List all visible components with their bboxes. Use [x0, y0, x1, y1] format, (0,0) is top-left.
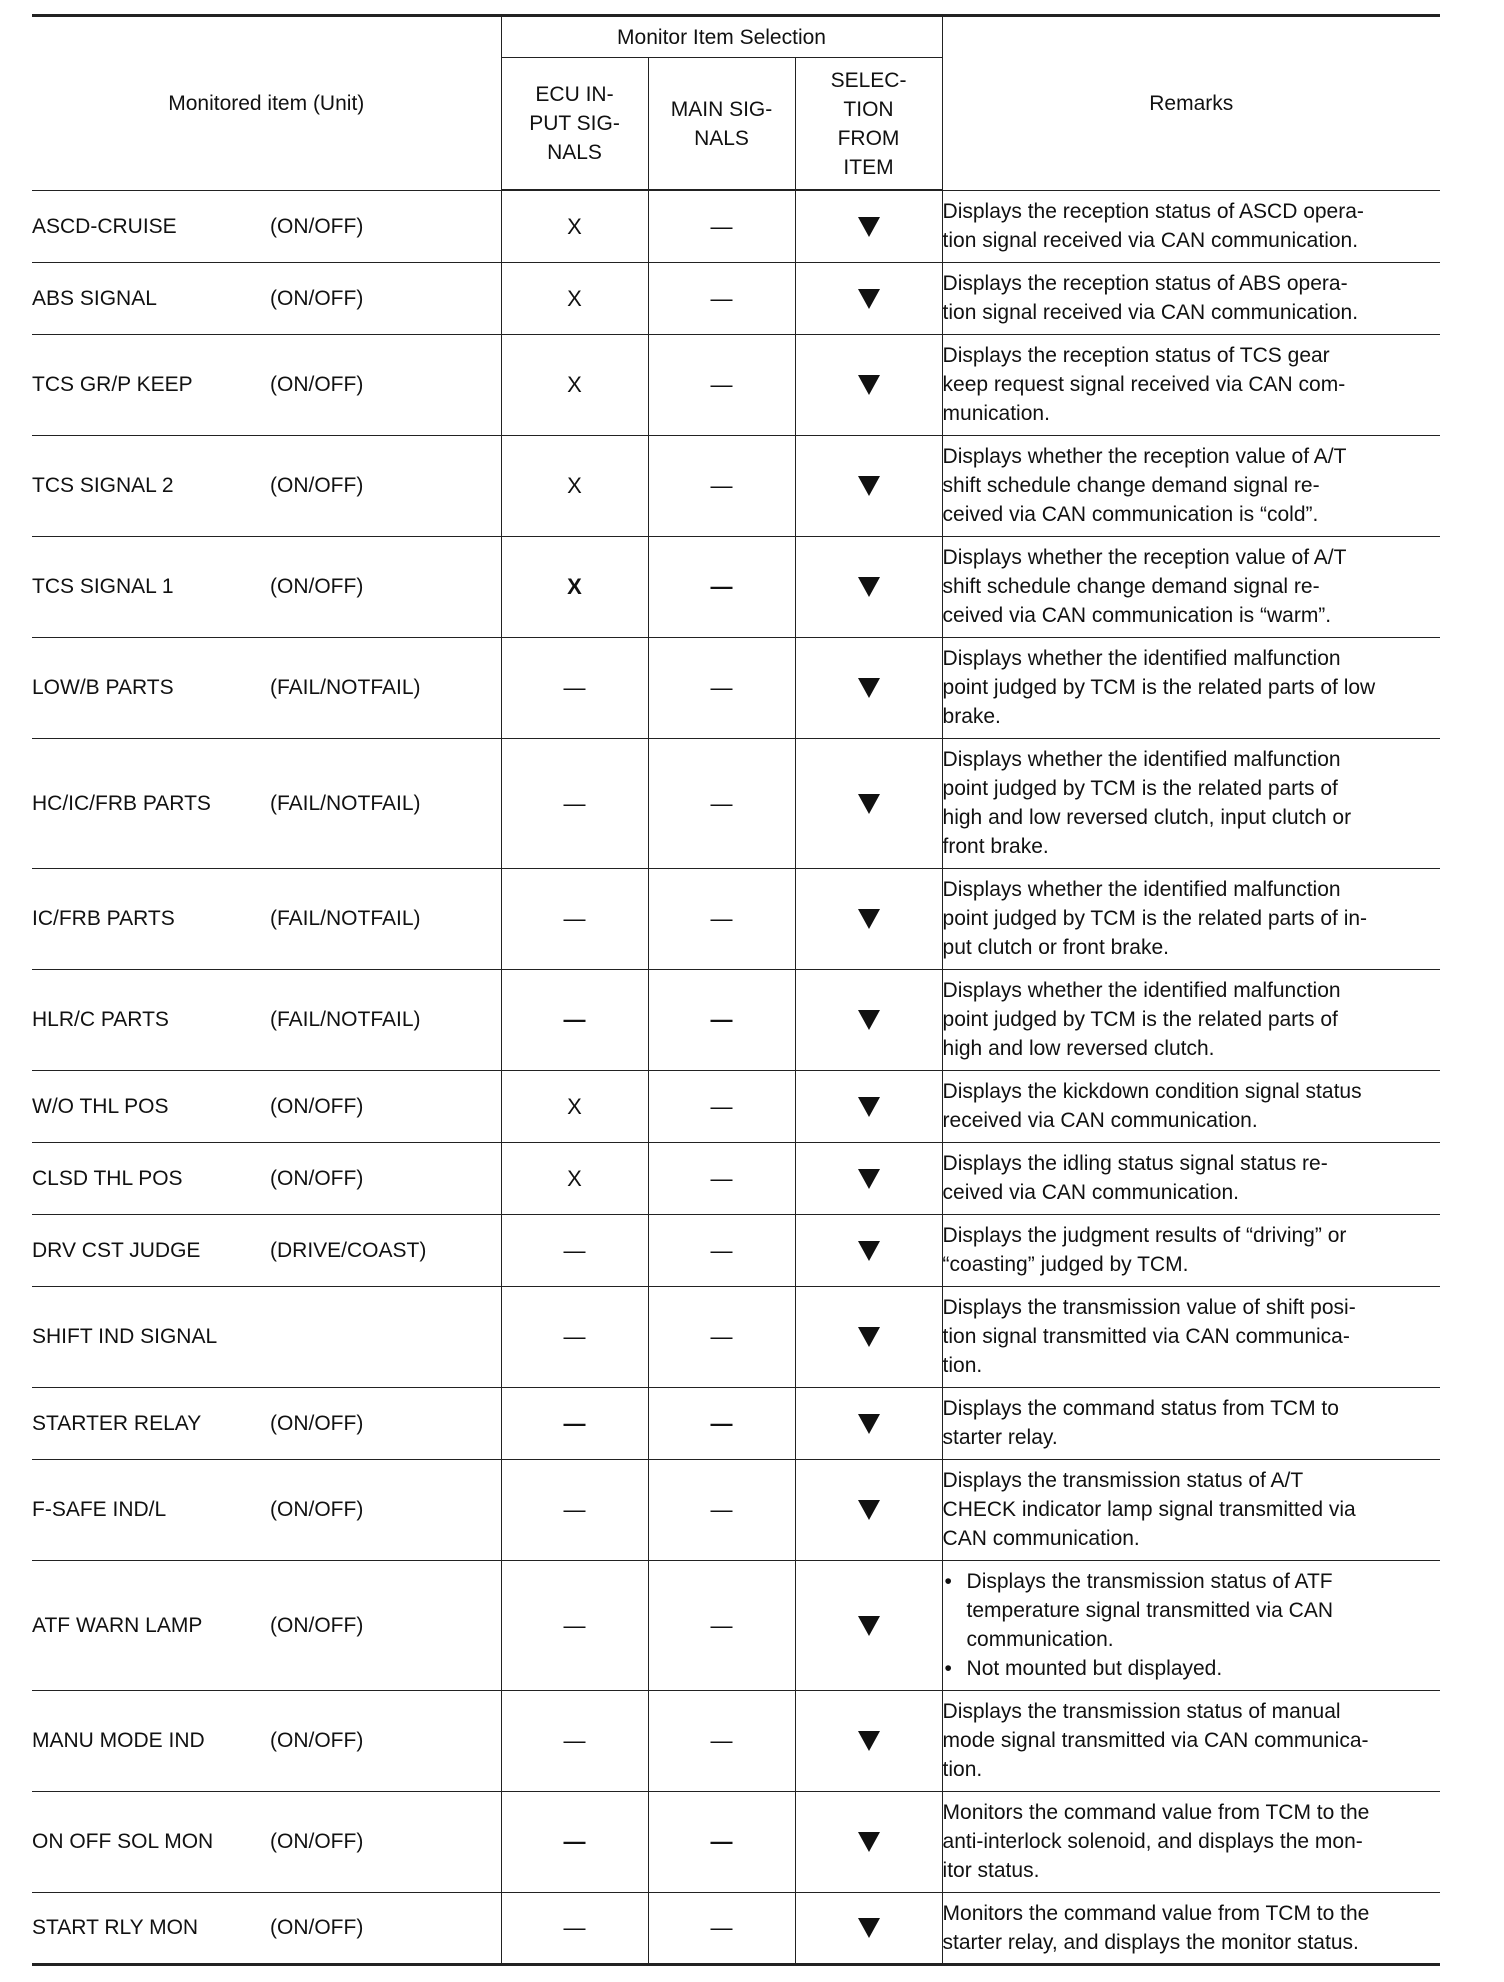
item-name: SHIFT IND SIGNAL	[32, 1325, 218, 1348]
remarks-cell	[942, 1892, 1440, 1964]
main-signal-cell	[648, 637, 795, 738]
table-row	[32, 1214, 1440, 1286]
triangle-down-icon	[858, 1918, 880, 1938]
remarks-cell	[942, 969, 1440, 1070]
main-signal-mark: —	[710, 790, 733, 816]
monitored-item-cell	[32, 1892, 501, 1964]
item-name: HLR/C PARTS	[32, 1008, 169, 1031]
ecu-input-signal-cell	[501, 1214, 648, 1286]
item-unit: (DRIVE/COAST)	[270, 1238, 427, 1262]
ecu-input-mark: —	[563, 1728, 586, 1753]
remarks-cell	[942, 1791, 1440, 1892]
ecu-input-mark: —	[563, 1829, 586, 1854]
remarks-text: Displays the reception status of ABS opera- tion signal received via CAN communication.	[942, 272, 1359, 324]
remarks-bullet-item: • Not mounted but displayed.	[967, 1654, 1441, 1683]
main-signal-mark: —	[710, 1612, 733, 1638]
item-unit: (ON/OFF)	[270, 1729, 364, 1752]
ecu-input-signal-cell	[501, 1892, 648, 1964]
ecu-input-mark: —	[563, 1612, 586, 1638]
ecu-input-mark: X	[567, 473, 582, 498]
main-signal-mark: —	[710, 1093, 733, 1119]
table-row	[32, 738, 1440, 868]
monitored-item-cell	[32, 334, 501, 435]
main-signal-cell	[648, 868, 795, 969]
table-row	[32, 868, 1440, 969]
monitored-item-cell	[32, 1459, 501, 1560]
main-signal-cell	[648, 969, 795, 1070]
item-name: HC/IC/FRB PARTS	[32, 791, 211, 815]
table-row	[32, 262, 1440, 334]
item-name: MANU MODE IND	[32, 1729, 205, 1752]
monitored-item-cell	[32, 1791, 501, 1892]
remarks-text: Displays whether the identified malfunction point judged by TCM is the related parts of high and low reversed clutch.	[942, 979, 1341, 1060]
selection-from-item-cell	[795, 1791, 942, 1892]
item-unit: (FAIL/NOTFAIL)	[270, 1008, 421, 1031]
main-signal-cell	[648, 1070, 795, 1142]
item-name: LOW/B PARTS	[32, 676, 174, 699]
header-ecu-input-signals: ECU IN- PUT SIG- NALS	[501, 58, 648, 191]
main-signal-mark: —	[710, 1165, 733, 1191]
selection-from-item-cell	[795, 435, 942, 536]
selection-from-item-cell	[795, 1070, 942, 1142]
main-signal-cell	[648, 1560, 795, 1690]
triangle-down-icon	[858, 1500, 880, 1520]
monitored-item-cell	[32, 1690, 501, 1791]
main-signal-cell	[648, 1286, 795, 1387]
remarks-cell	[942, 1560, 1440, 1690]
remarks-cell	[942, 334, 1440, 435]
remarks-text: Displays whether the identified malfunction point judged by TCM is the related parts of low brake.	[942, 647, 1376, 728]
selection-from-item-cell	[795, 262, 942, 334]
remarks-text: Displays the judgment results of “driving” or “coasting” judged by TCM.	[942, 1224, 1347, 1276]
main-signal-cell	[648, 1459, 795, 1560]
ecu-input-mark: —	[563, 906, 586, 931]
item-unit: (FAIL/NOTFAIL)	[270, 676, 421, 699]
item-name: START RLY MON	[32, 1916, 199, 1939]
monitored-item-cell	[32, 1560, 501, 1690]
ecu-input-signal-cell	[501, 1560, 648, 1690]
item-name: TCS SIGNAL 1	[32, 575, 174, 598]
header-remarks: Remarks	[942, 16, 1440, 191]
ecu-input-mark: X	[567, 213, 582, 239]
remarks-cell	[942, 1286, 1440, 1387]
ecu-input-signal-cell	[501, 969, 648, 1070]
selection-from-item-cell	[795, 969, 942, 1070]
triangle-down-icon	[858, 577, 880, 597]
ecu-input-signal-cell	[501, 1286, 648, 1387]
ecu-input-mark: —	[563, 1237, 586, 1263]
triangle-down-icon	[858, 1327, 880, 1347]
ecu-input-signal-cell	[501, 738, 648, 868]
ecu-input-mark: X	[567, 372, 582, 397]
item-name: IC/FRB PARTS	[32, 907, 175, 930]
monitored-item-cell	[32, 1070, 501, 1142]
ecu-input-mark: X	[567, 574, 582, 599]
main-signal-cell	[648, 262, 795, 334]
remarks-cell	[942, 1070, 1440, 1142]
selection-from-item-cell	[795, 334, 942, 435]
remarks-cell	[942, 738, 1440, 868]
remarks-text: Displays whether the identified malfunction point judged by TCM is the related parts of high and low reversed clutch, input clutch or front brake.	[942, 748, 1352, 858]
remarks-bullet-list	[943, 1567, 1441, 1683]
triangle-down-icon	[858, 476, 880, 496]
header-selection-from-item: SELEC- TION FROM ITEM	[795, 58, 942, 191]
main-signal-mark: —	[710, 1324, 733, 1349]
remarks-text: Displays the transmission value of shift posi- tion signal transmitted via CAN communica- tion.	[942, 1296, 1356, 1377]
triangle-down-icon	[858, 678, 880, 698]
ecu-input-signal-cell	[501, 1387, 648, 1459]
main-signal-cell	[648, 334, 795, 435]
table-row	[32, 536, 1440, 637]
table-row	[32, 1070, 1440, 1142]
item-unit: (ON/OFF)	[270, 1498, 364, 1521]
main-signal-mark: —	[710, 675, 733, 700]
main-signal-mark: —	[710, 473, 733, 498]
item-unit: (ON/OFF)	[270, 575, 364, 598]
main-signal-cell	[648, 738, 795, 868]
item-name: ON OFF SOL MON	[32, 1830, 214, 1853]
triangle-down-icon	[858, 1414, 880, 1434]
main-signal-mark: —	[710, 1007, 733, 1032]
main-signal-mark: —	[710, 1237, 733, 1263]
ecu-input-signal-cell	[501, 1690, 648, 1791]
ecu-input-signal-cell	[501, 435, 648, 536]
monitored-item-cell	[32, 1286, 501, 1387]
triangle-down-icon	[858, 1010, 880, 1030]
main-signal-mark: —	[710, 1497, 733, 1522]
table-row	[32, 190, 1440, 262]
monitored-item-cell	[32, 1387, 501, 1459]
remarks-text: Displays the reception status of TCS gear keep request signal received via CAN com- munication.	[942, 344, 1346, 425]
ecu-input-mark: —	[563, 1410, 586, 1436]
table-row	[32, 1459, 1440, 1560]
item-name: TCS SIGNAL 2	[32, 474, 174, 497]
table-row	[32, 969, 1440, 1070]
triangle-down-icon	[858, 1731, 880, 1751]
main-signal-mark: —	[710, 1410, 733, 1436]
main-signal-cell	[648, 1791, 795, 1892]
selection-from-item-cell	[795, 536, 942, 637]
triangle-down-icon	[858, 217, 880, 237]
selection-from-item-cell	[795, 1387, 942, 1459]
remarks-text: Displays the idling status signal status re- ceived via CAN communication.	[942, 1152, 1328, 1204]
triangle-down-icon	[858, 1616, 880, 1636]
monitored-item-cell	[32, 1214, 501, 1286]
triangle-down-icon	[858, 909, 880, 929]
triangle-down-icon	[858, 794, 880, 814]
monitored-item-cell	[32, 190, 501, 262]
item-unit: (ON/OFF)	[270, 373, 364, 396]
remarks-text: Displays whether the identified malfunction point judged by TCM is the related parts of in- put clutch or front brake.	[942, 878, 1368, 959]
monitored-item-cell	[32, 435, 501, 536]
item-name: DRV CST JUDGE	[32, 1238, 201, 1262]
selection-from-item-cell	[795, 868, 942, 969]
main-signal-mark: —	[710, 1829, 733, 1854]
item-name: STARTER RELAY	[32, 1411, 202, 1435]
item-unit: (ON/OFF)	[270, 1094, 364, 1118]
triangle-down-icon	[858, 1097, 880, 1117]
item-unit: (ON/OFF)	[270, 1411, 364, 1435]
item-name: F-SAFE IND/L	[32, 1498, 167, 1521]
ecu-input-mark: —	[563, 675, 586, 700]
main-signal-mark: —	[710, 1915, 733, 1940]
remarks-text: Monitors the command value from TCM to the anti-interlock solenoid, and displays the mon- itor status.	[942, 1801, 1370, 1882]
main-signal-mark: —	[710, 906, 733, 931]
triangle-down-icon	[858, 289, 880, 309]
remarks-text: Displays the kickdown condition signal status received via CAN communication.	[942, 1080, 1362, 1132]
item-name: CLSD THL POS	[32, 1166, 183, 1190]
selection-from-item-cell	[795, 637, 942, 738]
monitored-item-cell	[32, 536, 501, 637]
table-row	[32, 1560, 1440, 1690]
remarks-text: Displays the reception status of ASCD opera- tion signal received via CAN communication.	[942, 200, 1364, 252]
monitored-item-cell	[32, 637, 501, 738]
selection-from-item-cell	[795, 1286, 942, 1387]
remarks-cell	[942, 190, 1440, 262]
monitor-item-table	[32, 14, 1440, 1966]
table-body	[32, 190, 1440, 1964]
main-signal-cell	[648, 1690, 795, 1791]
main-signal-mark: —	[710, 285, 733, 311]
main-signal-cell	[648, 1892, 795, 1964]
remarks-cell	[942, 1690, 1440, 1791]
monitored-item-cell	[32, 738, 501, 868]
remarks-cell	[942, 435, 1440, 536]
table-row	[32, 334, 1440, 435]
main-signal-cell	[648, 435, 795, 536]
table-row	[32, 1791, 1440, 1892]
table-row	[32, 1387, 1440, 1459]
monitored-item-cell	[32, 1142, 501, 1214]
main-signal-mark: —	[710, 574, 733, 599]
remarks-cell	[942, 536, 1440, 637]
ecu-input-mark: —	[563, 1324, 586, 1349]
selection-from-item-cell	[795, 1892, 942, 1964]
main-signal-mark: —	[710, 213, 733, 239]
table-row	[32, 637, 1440, 738]
remarks-cell	[942, 1142, 1440, 1214]
monitored-item-cell	[32, 969, 501, 1070]
item-name: TCS GR/P KEEP	[32, 373, 193, 396]
ecu-input-signal-cell	[501, 1791, 648, 1892]
item-unit: (ON/OFF)	[270, 1166, 364, 1190]
ecu-input-signal-cell	[501, 637, 648, 738]
remarks-cell	[942, 1387, 1440, 1459]
table-row	[32, 1690, 1440, 1791]
remarks-text: Displays whether the reception value of A/T shift schedule change demand signal re- ceived via CAN communication is “warm”.	[942, 546, 1347, 627]
remarks-bullet-item: • Displays the transmission status of ATF temperature signal transmitted via CAN communication.	[967, 1567, 1441, 1654]
selection-from-item-cell	[795, 1690, 942, 1791]
triangle-down-icon	[858, 1169, 880, 1189]
main-signal-cell	[648, 1387, 795, 1459]
item-unit: (ON/OFF)	[270, 1830, 364, 1853]
remarks-text: Displays whether the reception value of A/T shift schedule change demand signal re- ceived via CAN communication is “cold”.	[942, 445, 1347, 526]
item-name: W/O THL POS	[32, 1094, 169, 1118]
triangle-down-icon	[858, 1832, 880, 1852]
ecu-input-mark: —	[563, 1915, 586, 1940]
selection-from-item-cell	[795, 738, 942, 868]
monitored-item-cell	[32, 262, 501, 334]
ecu-input-signal-cell	[501, 536, 648, 637]
ecu-input-signal-cell	[501, 334, 648, 435]
ecu-input-signal-cell	[501, 868, 648, 969]
monitored-item-cell	[32, 868, 501, 969]
item-unit: (ON/OFF)	[270, 474, 364, 497]
ecu-input-mark: —	[563, 790, 586, 816]
main-signal-cell	[648, 1142, 795, 1214]
selection-from-item-cell	[795, 1142, 942, 1214]
triangle-down-icon	[858, 1241, 880, 1261]
main-signal-cell	[648, 1214, 795, 1286]
remarks-cell	[942, 1459, 1440, 1560]
remarks-text: Displays the transmission status of A/T CHECK indicator lamp signal transmitted via CAN communication.	[942, 1469, 1356, 1550]
ecu-input-signal-cell	[501, 1459, 648, 1560]
header-monitored-item: Monitored item (Unit)	[32, 16, 501, 191]
table-row	[32, 1142, 1440, 1214]
main-signal-cell	[648, 536, 795, 637]
item-unit: (ON/OFF)	[270, 286, 364, 310]
item-name: ABS SIGNAL	[32, 286, 157, 310]
table-row	[32, 1892, 1440, 1964]
main-signal-mark: —	[710, 1728, 733, 1753]
item-unit: (ON/OFF)	[270, 1613, 364, 1637]
item-unit: (FAIL/NOTFAIL)	[270, 907, 421, 930]
ecu-input-mark: X	[567, 1165, 582, 1191]
table-row	[32, 435, 1440, 536]
selection-from-item-cell	[795, 1459, 942, 1560]
item-unit: (ON/OFF)	[270, 214, 364, 238]
remarks-cell	[942, 868, 1440, 969]
header-main-signals: MAIN SIG- NALS	[648, 58, 795, 191]
ecu-input-signal-cell	[501, 1142, 648, 1214]
item-unit: (FAIL/NOTFAIL)	[270, 791, 421, 815]
remarks-cell	[942, 1214, 1440, 1286]
main-signal-mark: —	[710, 372, 733, 397]
table-row	[32, 1286, 1440, 1387]
selection-from-item-cell	[795, 1560, 942, 1690]
ecu-input-mark: —	[563, 1497, 586, 1522]
ecu-input-signal-cell	[501, 190, 648, 262]
selection-from-item-cell	[795, 1214, 942, 1286]
selection-from-item-cell	[795, 190, 942, 262]
ecu-input-signal-cell	[501, 1070, 648, 1142]
remarks-text: Displays the command status from TCM to starter relay.	[942, 1397, 1339, 1449]
triangle-down-icon	[858, 375, 880, 395]
item-name: ATF WARN LAMP	[32, 1613, 203, 1637]
remarks-cell	[942, 262, 1440, 334]
remarks-text: Monitors the command value from TCM to the starter relay, and displays the monitor status.	[942, 1901, 1370, 1954]
main-signal-cell	[648, 190, 795, 262]
remarks-text: Displays the transmission status of manual mode signal transmitted via CAN communica- tion.	[942, 1700, 1369, 1781]
ecu-input-mark: —	[563, 1007, 586, 1032]
ecu-input-signal-cell	[501, 262, 648, 334]
item-name: ASCD-CRUISE	[32, 214, 177, 238]
ecu-input-mark: X	[567, 285, 582, 311]
ecu-input-mark: X	[567, 1093, 582, 1119]
header-monitor-item-selection: Monitor Item Selection	[501, 16, 942, 58]
item-unit: (ON/OFF)	[270, 1916, 364, 1939]
remarks-cell	[942, 637, 1440, 738]
